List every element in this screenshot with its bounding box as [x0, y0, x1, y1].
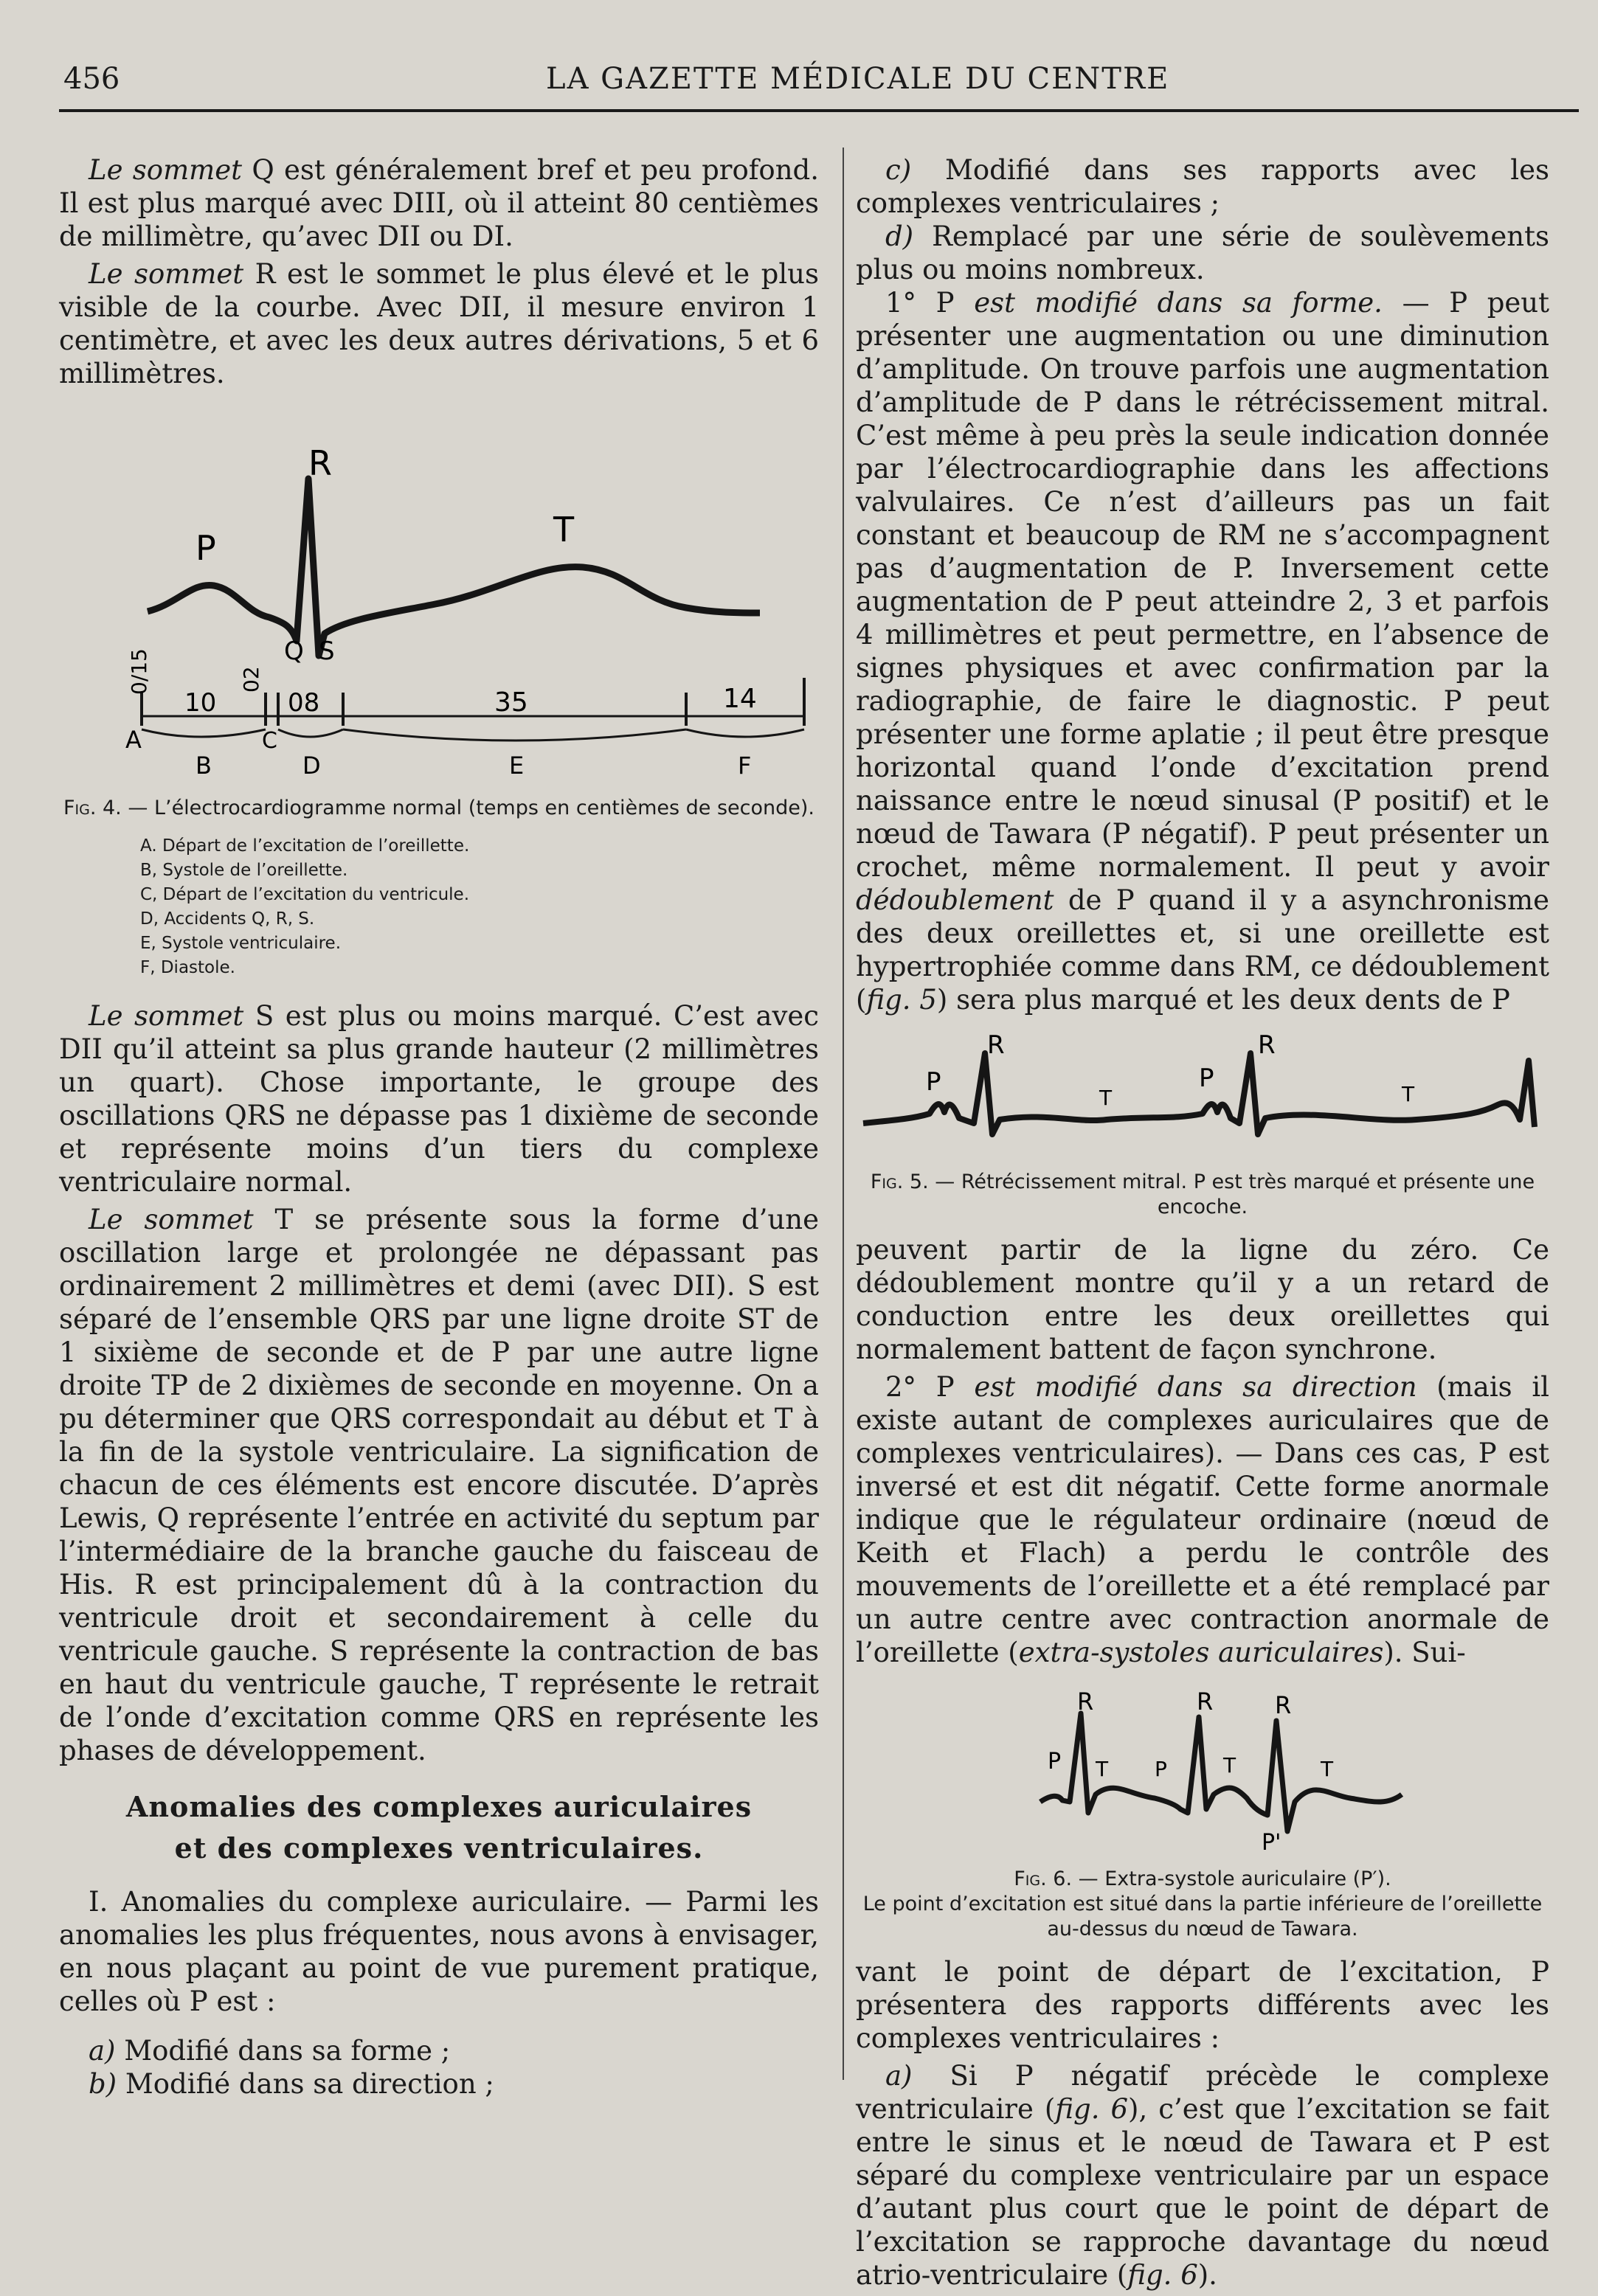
list-item-c: [856, 153, 1549, 220]
fig4-dur-14: 14: [723, 684, 757, 714]
fig6-caption: [856, 1867, 1549, 1942]
paragraph-p-negatif: [856, 2059, 1549, 2292]
list-letter: a): [885, 2060, 913, 2092]
fig6-ecg-drawing: [1033, 1684, 1431, 1853]
fig4-letter-b: B: [196, 752, 212, 780]
fig6-label-r1: R: [1077, 1688, 1094, 1716]
section-title-line-1: Anomalies des complexes auriculaires: [125, 1790, 753, 1823]
fig5-label-r2: R: [1258, 1031, 1276, 1060]
fig6-label-t3: T: [1321, 1757, 1334, 1781]
fig6-label-p-prime: P': [1262, 1830, 1281, 1853]
paragraph-number: 1° P: [885, 287, 955, 319]
fig6-caption-text: — Extra-systole auriculaire (P′).: [1072, 1867, 1391, 1890]
list-item-b: [59, 2067, 819, 2101]
paragraph-text: ). Sui-: [1383, 1637, 1466, 1668]
paragraph-text: ), c’est que l’excitation se fait entre le sinus et le nœud de Tawara et P est séparé du complexe ventriculaire par un espace d’autant plus court que le point de départ de l’excitation se rapproche davantage du nœud atrio-ventriculaire (: [856, 2093, 1550, 2291]
fig4-dur-10: 10: [184, 688, 217, 718]
fig4-legend: [140, 834, 819, 980]
paragraph-emphasis: fig. 6: [1055, 2093, 1129, 2125]
paragraph-text: Q est généralement bref et peu profond. Il est plus marqué avec DIII, où il atteint 80 centièmes de millimètre, qu’avec DII ou DI.: [59, 154, 819, 252]
paragraph-text: de P quand il y a asynchronisme des deux oreillettes et, si une oreillette est hypertrophiée comme dans RM, ce dédoublement (: [856, 884, 1549, 1016]
figure-4: [125, 420, 819, 825]
paragraph-t: [59, 1203, 819, 1767]
paragraph-s: [59, 999, 819, 1199]
section-title-line-2: et des complexes ventriculaires.: [174, 1831, 704, 1865]
legend-item: A. Départ de l’excitation de l’oreillette.: [140, 836, 470, 856]
legend-item: F, Diastole.: [140, 958, 235, 977]
list-letter: b): [89, 2068, 117, 2100]
fig4-dur-08: 08: [288, 688, 320, 718]
paragraph-text: R est le sommet le plus élevé et le plus visible de la courbe. Avec DII, il mesure environ 1 centimètre, et avec les deux autres dérivations, 5 et 6 millimètres.: [59, 258, 819, 389]
fig5-ecg-drawing: [856, 1031, 1549, 1156]
legend-item: B, Systole de l’oreillette.: [140, 861, 348, 880]
fig6-label-t2: T: [1223, 1753, 1236, 1778]
fig4-ecg-trace: [148, 479, 760, 656]
fig4-ecg-drawing: [125, 420, 819, 818]
fig5-caption-text: — Rétrécissement mitral. P est très marqué et présente une encoche.: [928, 1170, 1535, 1218]
legend-item: D, Accidents Q, R, S.: [140, 909, 315, 929]
right-column: [856, 153, 1549, 2296]
paragraph-emphasis: extra-systoles auriculaires: [1018, 1637, 1384, 1668]
fig5-caption-label: Fig. 5.: [870, 1170, 929, 1193]
list-text: Modifié dans ses rapports avec les complexes ventriculaires ;: [856, 154, 1549, 219]
paragraph-text: (mais il existe autant de complexes auriculaires que de complexes ventriculaires). — Dans ces cas, P est inversé et est dit négatif. Cette forme anormale indique que le régulateur ordinaire (nœud de Keith et Flach) a perdu le contrôle des mouvements de l’oreillette et a été remplacé par un autre centre avec contraction anormale de l’oreillette (: [856, 1371, 1549, 1668]
fig5-caption: [856, 1170, 1549, 1220]
paragraph-r: [59, 257, 819, 390]
fig4-braces: [142, 729, 804, 741]
fig4-dur-02: 02: [239, 666, 263, 693]
list-letter: a): [89, 2035, 116, 2067]
fig4-label-s: S: [319, 637, 335, 666]
fig4-letter-e: E: [509, 752, 525, 780]
list-text: Remplacé par une série de soulèvements plus ou moins nombreux.: [856, 221, 1549, 285]
paragraph-lead: Le sommet: [89, 154, 243, 186]
fig5-label-r1: R: [987, 1031, 1005, 1060]
fig6-label-p1: P: [1048, 1749, 1062, 1775]
list-item-d: [856, 220, 1549, 286]
fig4-caption: [59, 796, 819, 821]
paragraph-emphasis: est modifié dans sa forme.: [954, 287, 1383, 319]
fig4-label-t: T: [553, 510, 575, 549]
paragraph-text: Si P négatif précède le complexe ventriculaire (: [856, 2060, 1549, 2125]
list-text: Modifié dans sa forme ;: [115, 2035, 451, 2067]
list-letter: d): [885, 221, 914, 252]
legend-item: C, Départ de l’excitation du ventricule.: [140, 885, 470, 904]
paragraph-lead: Le sommet: [89, 1000, 244, 1032]
paragraph-rapports: vant le point de départ de l’excitation, P présentera des rapports différents avec les complexes ventriculaires :: [856, 1956, 1549, 2054]
list-text: Modifié dans sa direction ;: [117, 2068, 494, 2100]
paragraph-text: T se présente sous la forme d’une oscillation large et prolongée ne dépassant pas ordinairement 2 millimètres et demi (avec DII). S est séparé de l’ensemble QRS par une ligne droite ST de 1 sixième de seconde et de P par une autre ligne droite TP de 2 dixièmes de seconde en moyenne. On a pu déterminer que QRS correspondait au début et T à la fin de la systole ventriculaire. La signification de chacun de ces éléments est encore discutée. D’après Lewis, Q représente l’entrée en activité du septum par l’intermédiaire de la branche gauche du faisceau de His. R est principalement dû à la contraction du ventricule droit et secondairement à celle du ventricule gauche. S représente la contraction de bas en haut du ventricule gauche, T représente le retrait de l’onde d’excitation comme QRS en représente les phases de développement.: [59, 1204, 819, 1766]
figure-6: [1033, 1684, 1549, 1861]
paragraph-text: ) sera plus marqué et les deux dents de P: [936, 984, 1510, 1016]
fig5-label-t1: T: [1099, 1086, 1113, 1110]
fig4-letter-f: F: [738, 752, 752, 780]
column-divider: [843, 148, 844, 2080]
fig5-label-t2: T: [1402, 1082, 1415, 1106]
running-title: LA GAZETTE MÉDICALE DU CENTRE: [546, 62, 1170, 96]
fig6-label-r2: R: [1197, 1688, 1214, 1716]
paragraph-emphasis: fig. 5: [866, 984, 937, 1016]
paragraph-text: ).: [1197, 2259, 1217, 2291]
paragraph-text: S est plus ou moins marqué. C’est avec DII qu’il atteint sa plus grande hauteur (2 millimètres un quart). Chose importante, le groupe des oscillations QRS ne dépasse pas 1 dixième de seconde et représente moins d’un tiers du complexe ventriculaire normal.: [59, 1000, 819, 1198]
fig6-caption-label: Fig. 6.: [1014, 1867, 1073, 1890]
fig4-label-q: Q: [284, 637, 304, 666]
legend-item: E, Systole ventriculaire.: [140, 934, 342, 953]
paragraph-emphasis: dédoublement: [856, 884, 1054, 916]
section-title: [59, 1786, 819, 1869]
paragraph-dedoublement: peuvent partir de la ligne du zéro. Ce dédoublement montre qu’il y a un retard de conduction entre les deux oreillettes qui normalement battent de façon synchrone.: [856, 1234, 1549, 1365]
paragraph-lead: Le sommet: [89, 1204, 254, 1235]
paragraph-p-form: [856, 286, 1549, 1016]
list-letter: c): [885, 154, 912, 186]
fig6-label-t1: T: [1096, 1757, 1109, 1781]
paragraph-anomalies-intro: I. Anomalies du complexe auriculaire. — Parmi les anomalies les plus fréquentes, nous avons à envisager, en nous plaçant au point de vue purement pratique, celles où P est :: [59, 1886, 819, 2017]
fig6-ecg-trace: [1040, 1713, 1402, 1831]
fig4-letter-d: D: [302, 752, 321, 780]
fig4-dur-015: 0/15: [127, 648, 151, 695]
paragraph-emphasis: fig. 6: [1127, 2259, 1198, 2291]
figure-5: [856, 1031, 1549, 1164]
fig4-caption-label: Fig. 4.: [63, 797, 122, 819]
fig5-label-p1: P: [926, 1067, 941, 1097]
fig6-label-p-small: P: [1155, 1757, 1167, 1781]
paragraph-q: [59, 153, 819, 253]
fig6-caption-line2: Le point d’excitation est situé dans la partie inférieure de l’oreillette au-dessus du nœud de Tawara.: [862, 1893, 1543, 1940]
paragraph-number: 2° P: [885, 1371, 955, 1403]
header-rule: [59, 109, 1579, 112]
paragraph-lead: Le sommet: [89, 258, 244, 290]
fig4-dur-35: 35: [494, 687, 528, 718]
list-item-a: [59, 2034, 819, 2067]
paragraph-text: — P peut présenter une augmentation ou une diminution d’amplitude. On trouve parfois une augmentation d’amplitude de P dans le rétrécissement mitral. C’est même à peu près la seule indication donnée par l’électrocardiographie dans les affections valvulaires. Ce n’est d’ailleurs pas un fait constant et beaucoup de RM ne s’accompagnent pas d’augmentation de P. Inversement cette augmentation de P peut atteindre 2, 3 et parfois 4 millimètres et peut permettre, en l’absence de signes physiques et avec confirmation par la radiographie, de faire le diagnostic. P peut présenter une forme aplatie ; il peut être presque horizontal quand l’onde d’excitation prend naissance entre le nœud sinusal (P positif) et le nœud de Tawara (P négatif). P peut présenter un crochet, même normalement. Il peut y avoir: [856, 287, 1549, 883]
paragraph-emphasis: est modifié dans sa direction: [954, 1371, 1417, 1403]
paragraph-p-direction: [856, 1370, 1549, 1669]
page-number: 456: [63, 62, 120, 96]
fig4-label-p: P: [196, 528, 216, 568]
fig4-letter-a: A: [125, 726, 142, 754]
fig4-letter-c: C: [262, 728, 277, 754]
fig4-caption-text: — L’électrocardiogramme normal (temps en centièmes de seconde).: [121, 797, 815, 819]
fig5-label-p2: P: [1199, 1064, 1214, 1093]
fig4-label-r: R: [308, 443, 332, 483]
fig6-label-r3: R: [1275, 1691, 1292, 1719]
left-column: [59, 153, 819, 2101]
